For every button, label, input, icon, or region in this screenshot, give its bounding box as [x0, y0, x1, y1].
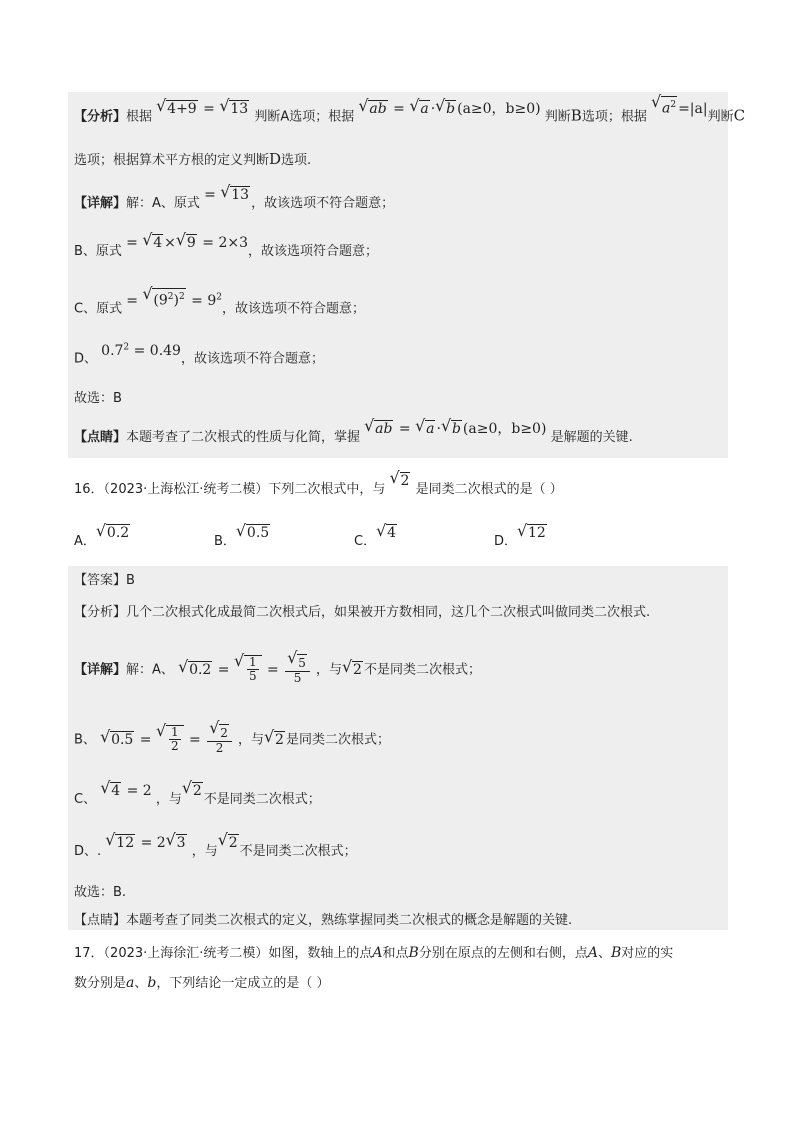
q15-detail-b: B、原式 = √ 4 ×√ 9 = 2×3，故该选项符合题意； — [74, 242, 734, 261]
q15-analysis-line1: 【分析】根据 √ 4+9 = √ 13 判断A选项；根据 √ ab = √ a ·√ b (a≥0，b≥0) 判断B选项；根据 √ $a^2 =|a|$判断C — [74, 104, 734, 127]
q16-stem: 16．（2023·上海松江·统考二模）下列二次根式中，与 √ 2 是同类二次根式的是（ ） — [74, 480, 734, 499]
q16-detail-b: B、 √ 0.5 = √ $\frac{1}{2}$ = √ $\frac{2}{2}$ ，与√ 2 是同类二次根式； — [74, 724, 734, 755]
q15-detail-d: D、 $0.7^2 = 0.49$，故该选项不符合题意； — [74, 342, 324, 367]
q16-comment: 【点睛】本题考查了同类二次根式的定义，熟练掌握同类二次根式的概念是解题的关键. — [74, 913, 573, 928]
sqrt-expr: √ 4+9 = √ 13 — [156, 101, 250, 117]
q17-stem-line2: 数分别是a、b，下列结论一定成立的是（ ） — [74, 975, 330, 991]
q16-detail-a: 【详解】解：A、 √ 0.2 = √ $\frac{1}{5}$ = √ $\frac{5}{5}$ ，与√ 2 不是同类二次根式； — [74, 654, 734, 685]
q16-option-d[interactable]: D．√ 12 — [494, 530, 548, 549]
sqrt-product-rule: √ ab = √ a ·√ b (a≥0，b≥0) — [358, 101, 540, 117]
analysis-label: 【分析】 — [74, 109, 127, 125]
q16-detail-c: C、 √ 4 = 2 ，与√ 2不是同类二次根式； — [74, 790, 734, 809]
q16-answer: 【答案】B — [74, 573, 135, 588]
q16-detail-d: D、. √ 12 = 2√ 3 ，与√ 2不是同类二次根式； — [74, 842, 734, 861]
q16-option-b[interactable]: B．√ 0.5 — [214, 530, 271, 549]
q15-detail-c: C、原式 = √ $(9^2)^2 = 9^2$，故该选项不符合题意； — [74, 296, 734, 319]
q16-analysis: 【分析】几个二次根式化成最简二次根式后，如果被开方数相同，这几个二次根式叫做同类二次根式. — [74, 605, 651, 620]
q15-choose: 故选：B — [74, 391, 122, 406]
q15-detail-a: 【详解】解：A、原式 = √ 13，故该选项不符合题意； — [74, 194, 734, 213]
sqrt-abs-rule: √ $a^2 =|a|$ — [651, 101, 708, 117]
q15-comment: 【点睛】本题考查了二次根式的性质与化简，掌握 √ ab = √ a ·√ b (a≥0，b≥0) 是解题的关键. — [74, 428, 734, 447]
q16-option-a[interactable]: A．√ 0.2 — [74, 530, 131, 549]
q15-analysis-line2: 选项；根据算术平方根的定义判断D选项. — [74, 150, 312, 168]
q17-stem-line1: 17．（2023·上海徐汇·统考二模）如图，数轴上的点A和点B分别在原点的左侧和右侧，点A、B对应的实 — [74, 945, 674, 961]
q16-choose: 故选：B. — [74, 885, 127, 900]
q16-option-c[interactable]: C．√ 4 — [354, 530, 398, 549]
